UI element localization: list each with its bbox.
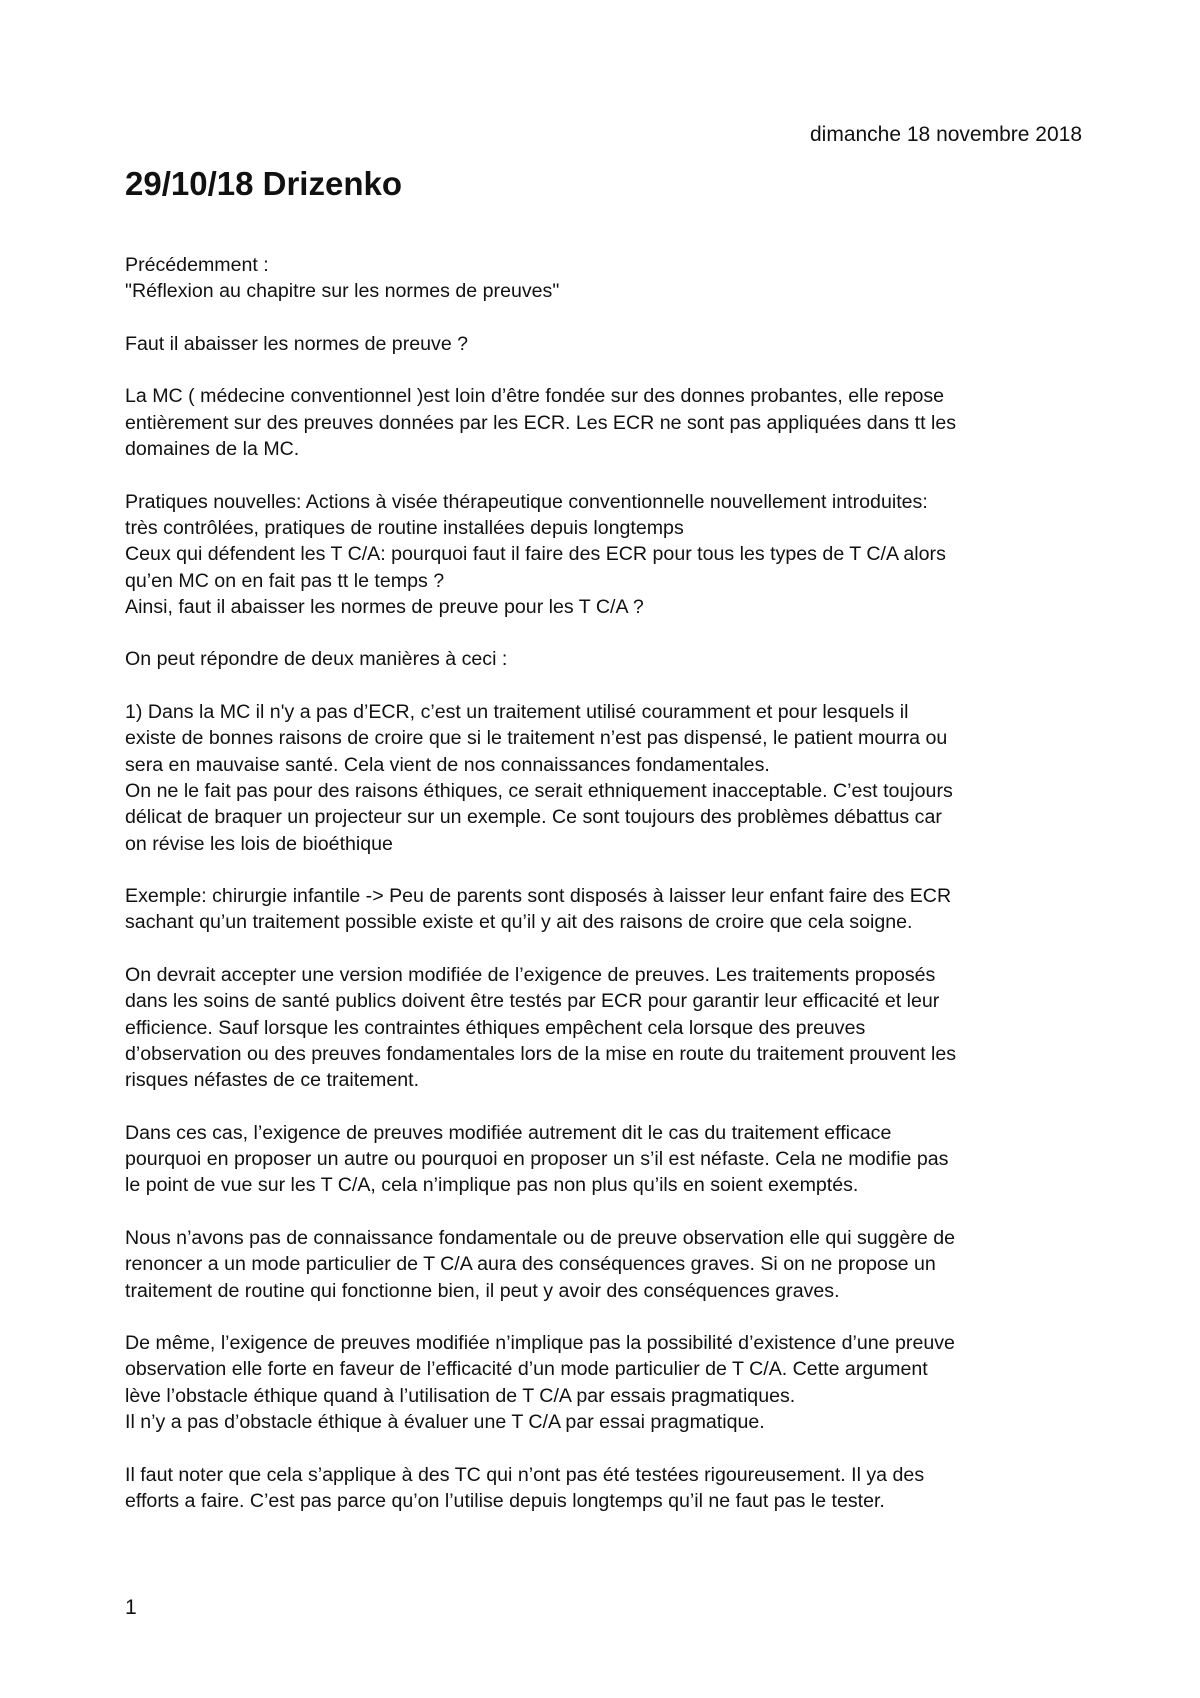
- text-line: Il n’y a pas d’obstacle éthique à évaluer une T C/A par essai pragmatique.: [125, 1411, 765, 1434]
- text-line: lève l’obstacle éthique quand à l’utilisation de T C/A par essais pragmatiques.: [125, 1384, 796, 1407]
- paragraph: [125, 383, 1085, 462]
- paragraph: [125, 646, 1085, 672]
- text-line: pourquoi en proposer un autre ou pourquoi en proposer un s’il est néfaste. Cela ne modifie pas: [125, 1148, 949, 1171]
- text-line: On devrait accepter une version modifiée de l’exigence de preuves. Les traitements proposés: [125, 964, 936, 987]
- text-line: On peut répondre de deux manières à ceci :: [125, 648, 508, 671]
- text-line: 1) Dans la MC il n'y a pas d’ECR, c’est un traitement utilisé couramment et pour lesquels il: [125, 701, 909, 724]
- text-line: Précédemment :: [125, 254, 269, 276]
- text-line: On ne le fait pas pour des raisons éthiques, ce serait ethniquement inacceptable. C’est toujours: [125, 779, 953, 802]
- text-line: Il faut noter que cela s’applique à des TC qui n’ont pas été testées rigoureusement. Il ya des: [125, 1463, 925, 1486]
- document-body: [125, 252, 1085, 1541]
- paragraph: [125, 699, 1085, 857]
- text-line: "Réflexion au chapitre sur les normes de preuves": [125, 280, 560, 303]
- text-line: on révise les lois de bioéthique: [125, 832, 393, 855]
- text-line: Exemple: chirurgie infantile -> Peu de parents sont disposés à laisser leur enfant faire des ECR: [125, 885, 952, 908]
- text-line: traitement de routine qui fonctionne bien, il peut y avoir des conséquences graves.: [125, 1279, 840, 1302]
- text-line: Ainsi, faut il abaisser les normes de preuve pour les T C/A ?: [125, 595, 644, 618]
- text-line: observation elle forte en faveur de l’efficacité d’un mode particulier de T C/A. Cette argument: [125, 1358, 928, 1381]
- text-line: d’observation ou des preuves fondamentales lors de la mise en route du traitement prouvent les: [125, 1042, 957, 1065]
- text-line: existe de bonnes raisons de croire que si le traitement n’est pas dispensé, le patient mourra ou: [125, 727, 948, 750]
- text-line: risques néfastes de ce traitement.: [125, 1069, 420, 1092]
- document-date: dimanche 18 novembre 2018: [809, 123, 1082, 146]
- text-line: Pratiques nouvelles: Actions à visée thérapeutique conventionnelle nouvellement introduites:: [125, 490, 928, 513]
- paragraph: [125, 883, 1085, 936]
- paragraph: [125, 1330, 1085, 1435]
- text-line: sachant qu’un traitement possible existe et qu’il y ait des raisons de croire que cela soigne.: [125, 911, 913, 934]
- text-line: Ceux qui défendent les T C/A: pourquoi faut il faire des ECR pour tous les types de T C/A alors: [125, 543, 946, 566]
- text-line: très contrôlées, pratiques de routine installées depuis longtemps: [125, 516, 684, 539]
- text-line: Dans ces cas, l’exigence de preuves modifiée autrement dit le cas du traitement efficace: [125, 1121, 892, 1144]
- text-line: sera en mauvaise santé. Cela vient de nos connaissances fondamentales.: [125, 753, 770, 776]
- text-line: De même, l’exigence de preuves modifiée n’implique pas la possibilité d’existence d’une preuve: [125, 1332, 955, 1355]
- text-line: renoncer a un mode particulier de T C/A aura des conséquences graves. Si on ne propose un: [125, 1253, 936, 1276]
- paragraph: [125, 962, 1085, 1093]
- text-line: délicat de braquer un projecteur sur un exemple. Ce sont toujours des problèmes débattus car: [125, 806, 942, 829]
- paragraph: [125, 252, 1085, 305]
- text-line: efficience. Sauf lorsque les contraintes éthiques empêchent cela lorsque des preuves: [125, 1016, 866, 1039]
- document-title: 29/10/18 Drizenko: [125, 165, 402, 202]
- paragraph: [125, 331, 1085, 357]
- text-line: Nous n’avons pas de connaissance fondamentale ou de preuve observation elle qui suggère de: [125, 1226, 956, 1249]
- text-line: La MC ( médecine conventionnel )est loin d’être fondée sur des donnes probantes, elle repose: [125, 385, 945, 408]
- text-line: dans les soins de santé publics doivent être testés par ECR pour garantir leur efficacité et leur: [125, 990, 940, 1013]
- paragraph: [125, 489, 1085, 620]
- text-line: domaines de la MC.: [125, 438, 300, 461]
- text-line: efforts a faire. C’est pas parce qu’on l’utilise depuis longtemps qu’il ne faut pas le tester.: [125, 1489, 885, 1512]
- text-line: entièrement sur des preuves données par les ECR. Les ECR ne sont pas appliquées dans tt les: [125, 411, 957, 434]
- page-number: 1: [125, 1596, 137, 1619]
- paragraph: [125, 1120, 1085, 1199]
- text-line: Faut il abaisser les normes de preuve ?: [125, 332, 469, 355]
- text-line: qu’en MC on en fait pas tt le temps ?: [125, 569, 445, 592]
- text-line: le point de vue sur les T C/A, cela n’implique pas non plus qu’ils en soient exemptés.: [125, 1174, 859, 1197]
- paragraph: [125, 1462, 1085, 1515]
- paragraph: [125, 1225, 1085, 1304]
